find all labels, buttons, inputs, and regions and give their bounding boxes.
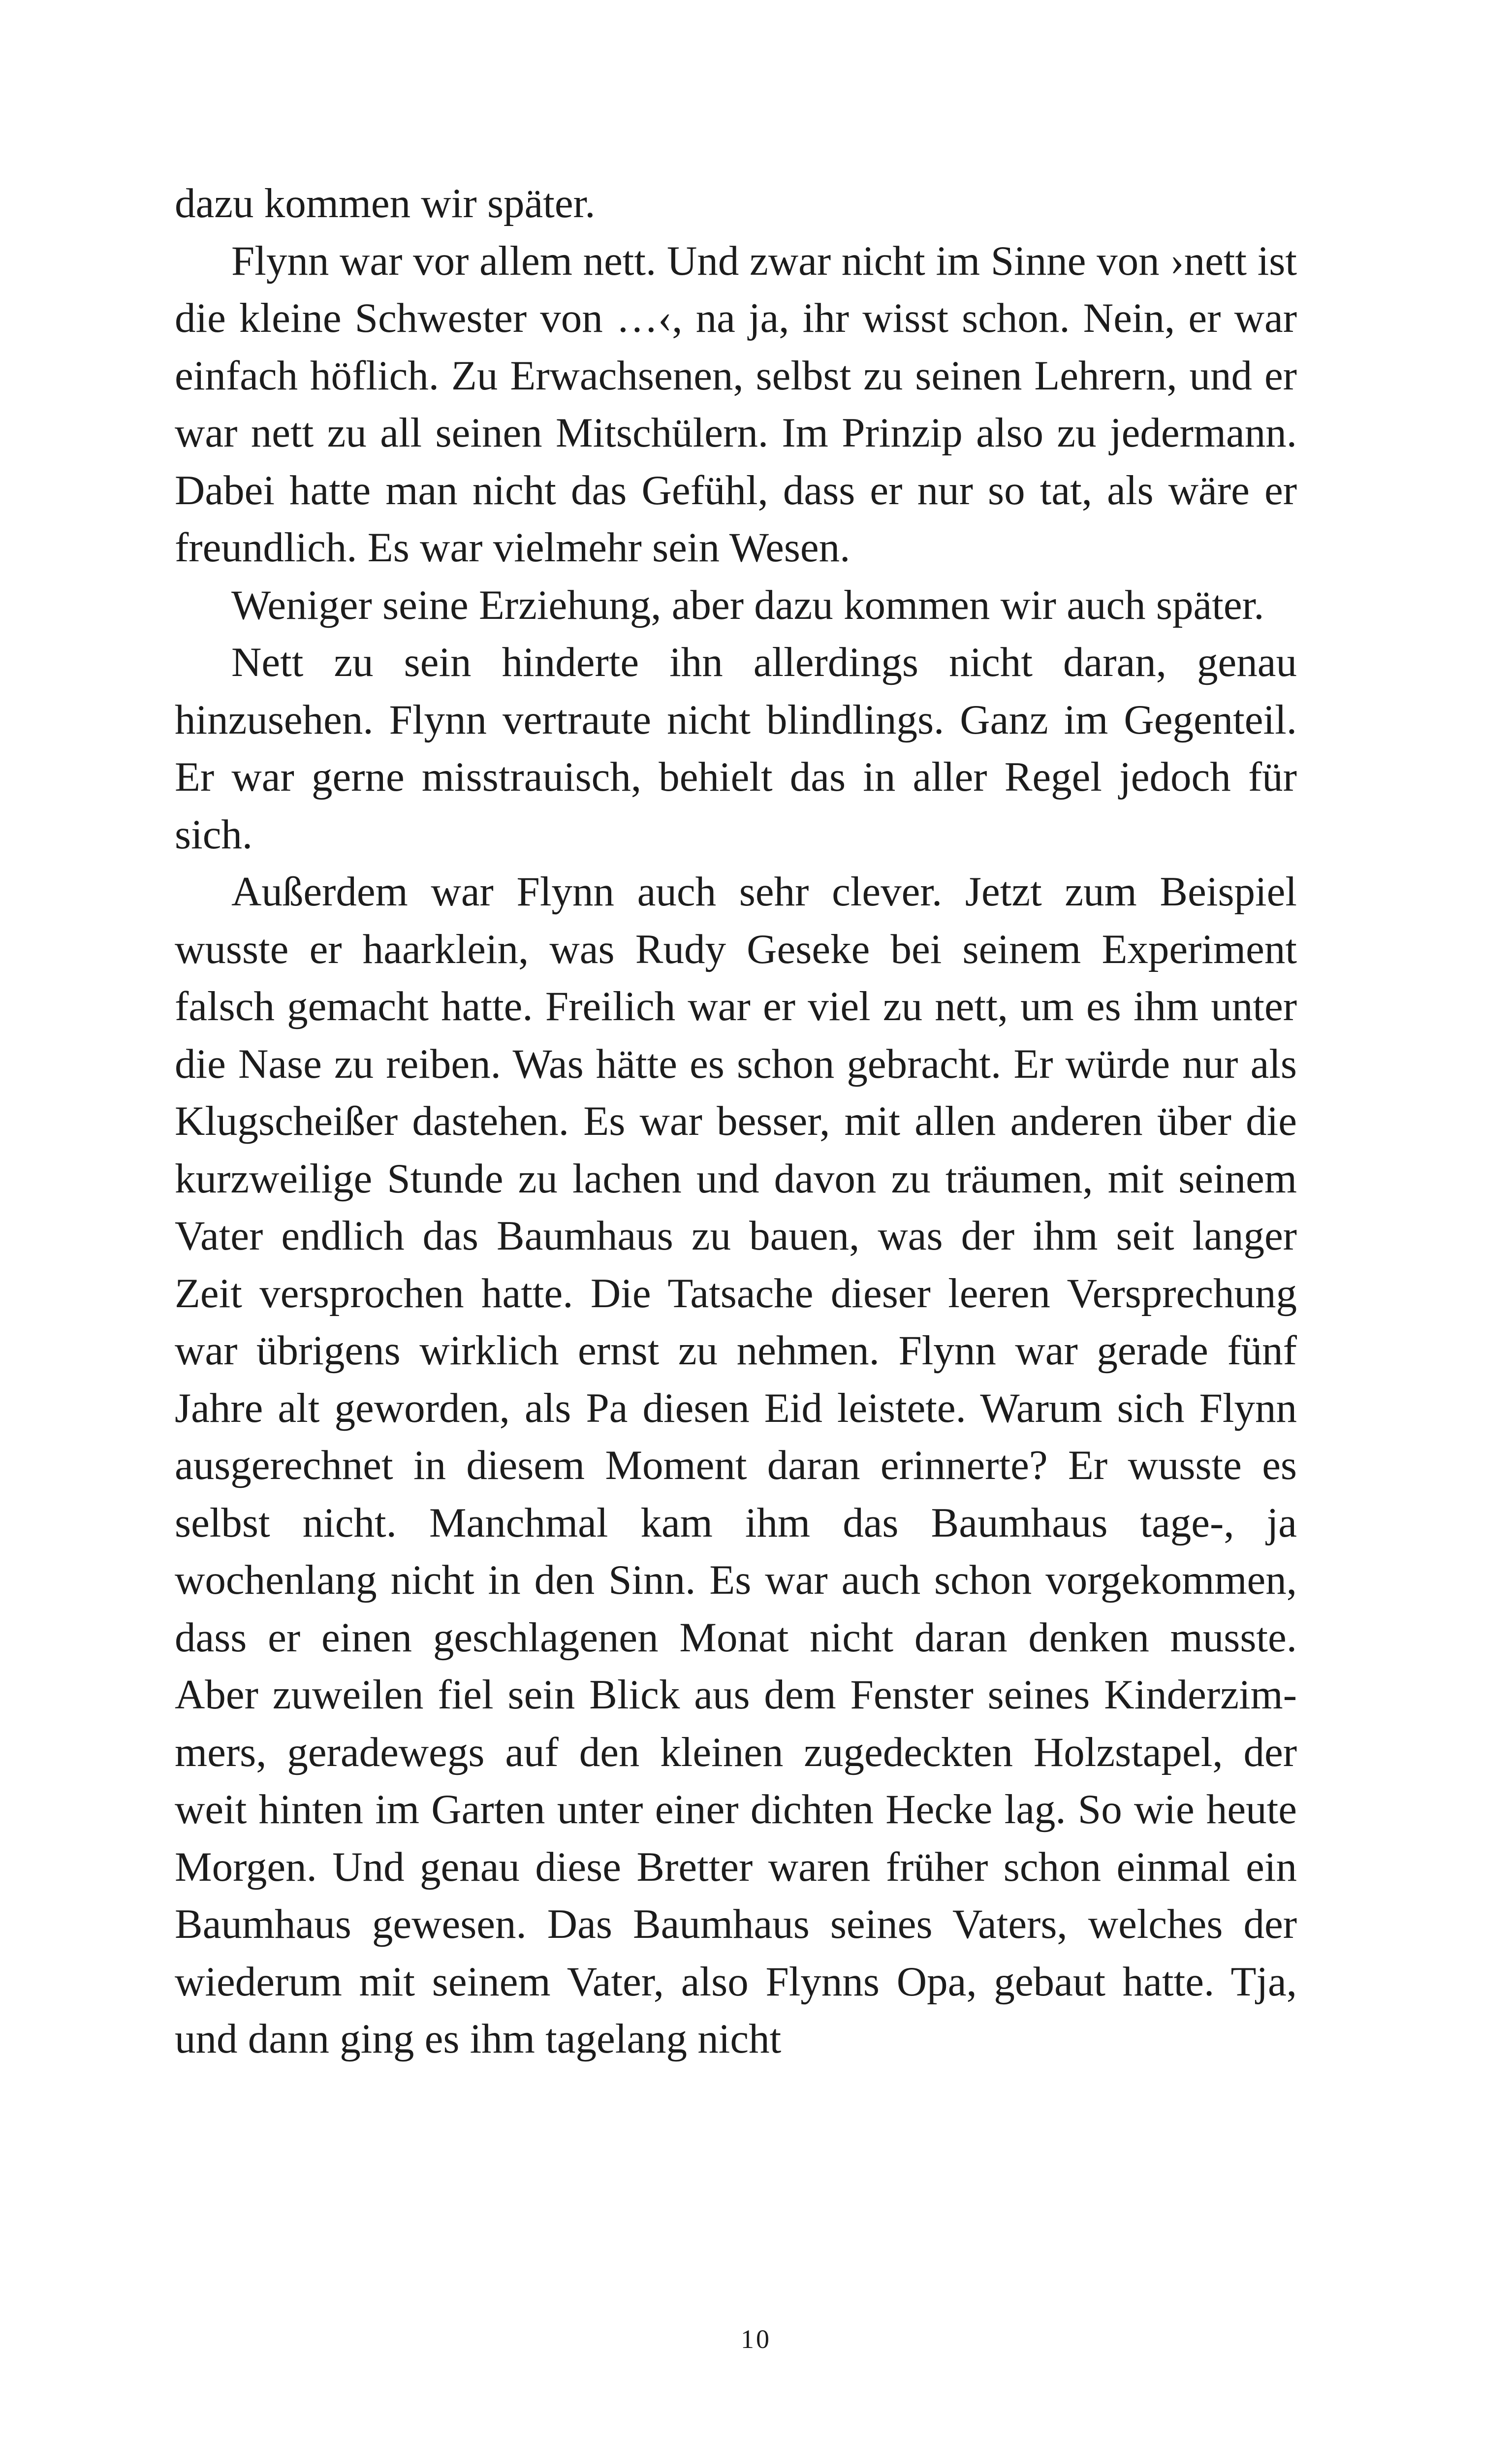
paragraph-erziehung: Weniger seine Erziehung, aber dazu kommen wir auch später. — [231, 581, 1264, 628]
paragraph-baumhaus: Außerdem war Flynn auch sehr clever. Jetzt zum Beispiel wusste er haarklein, was Rudy Geseke bei seinem Experiment falsch gemacht hatte. Freilich war er viel zu nett, um es ihm unter die Nase zu reiben. Was hätte es schon gebracht. Er würde nur als Klugscheißer dastehen. Es war besser, mit allen anderen über die kurzweilige Stunde zu lachen und davon zu träumen, mit seinem Vater endlich das Baumhaus zu bauen, was der ihm seit langer Zeit versprochen hatte. Die Tatsache dieser leeren Versprechung war übrigens wirklich ernst zu nehmen. Flynn war gerade fünf Jahre alt geworden, als Pa diesen Eid leistete. Warum sich Flynn ausgerechnet in diesem Moment daran erinnerte? Er wusste es selbst nicht. Manchmal kam ihm das Baumhaus tage-, ja wochenlang nicht in den Sinn. Es war auch schon vorgekommen, dass er einen geschlagenen Monat nicht daran denken musste. Aber zuweilen fiel sein Blick aus dem Fenster seines Kinderzimmers, geradewegs auf den kleinen zugedeckten Holzstapel, der weit hinten im Garten unter einer dichten Hecke lag. So wie heute Morgen. Und genau diese Bretter waren früher schon einmal ein Baumhaus gewesen. Das Baumhaus seines Vaters, welches der wiederum mit seinem Vater, also Flynns Opa, gebaut hatte. Tja, und dann ging es ihm tagelang nicht — [175, 868, 1297, 2062]
paragraph-misstrauisch: Nett zu sein hinderte ihn allerdings nicht daran, genau hinzusehen. Flynn vertraute nicht blindlings. Ganz im Gegenteil. Er war gerne misstrauisch, behielt das in aller Regel jedoch für sich. — [175, 639, 1297, 858]
body-text — [175, 175, 1297, 2068]
page-number: 10 — [741, 2324, 771, 2354]
paragraph-continuation: dazu kommen wir später. — [175, 180, 596, 226]
paragraph-flynn-nett: Flynn war vor allem nett. Und zwar nicht im Sinne von ›nett ist die kleine Schwester von …‹, na ja, ihr wisst schon. Nein, er war einfach höflich. Zu Erwachsenen, selbst zu seinen Lehrern, und er war nett zu all seinen Mitschülern. Im Prinzip also zu jedermann. Dabei hatte man nicht das Gefühl, dass er nur so tat, als wäre er freundlich. Es war vielmehr sein Wesen. — [175, 237, 1297, 571]
